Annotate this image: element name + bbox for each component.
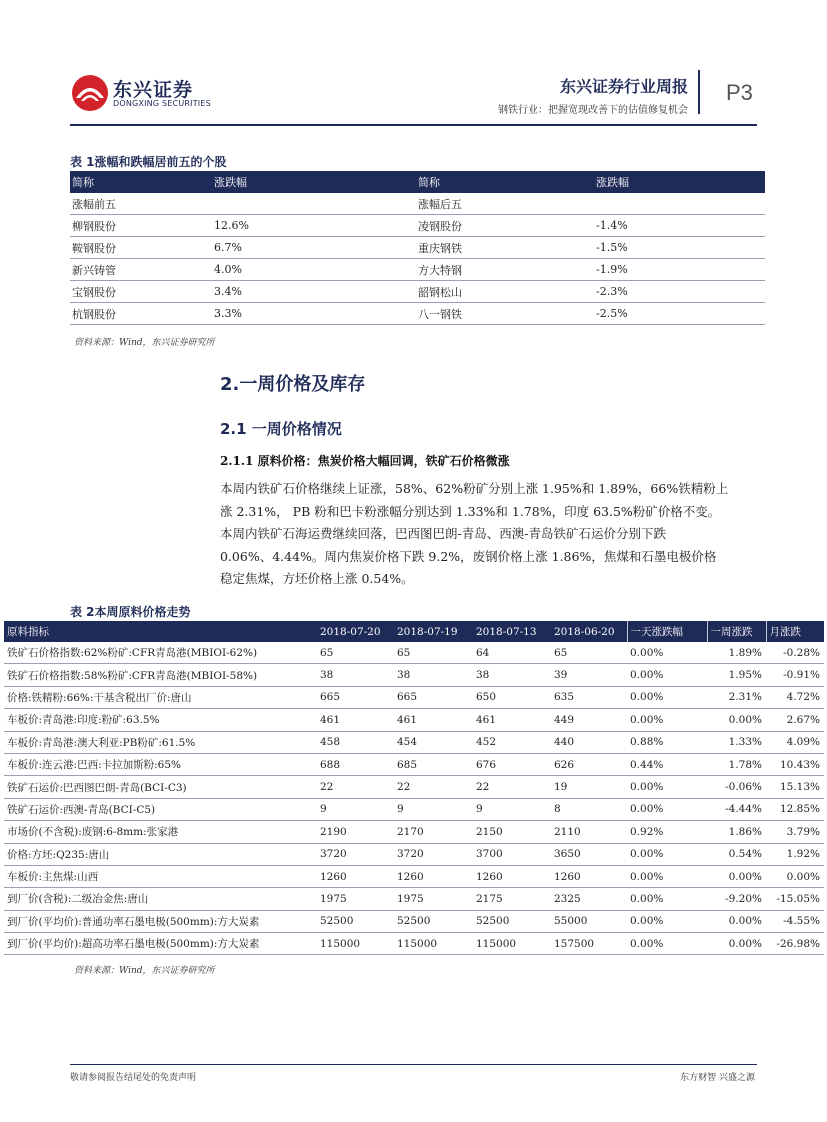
price-cell: 39 — [551, 664, 627, 686]
price-cell: 64 — [473, 642, 551, 664]
indicator-name-cell: 铁矿石运价:西澳-青岛(BCI-C5) — [4, 798, 317, 820]
change-cell: 0.92% — [627, 821, 707, 843]
change-cell: 3.3% — [212, 303, 416, 325]
price-cell: 19 — [551, 776, 627, 798]
price-cell: 676 — [473, 753, 551, 775]
top-movers-table — [70, 171, 765, 325]
change-cell: -1.4% — [594, 215, 765, 237]
stock-name-cell: 鞍钢股份 — [70, 237, 212, 259]
indicator-name-cell: 车板价:连云港:巴西:卡拉加斯粉:65% — [4, 753, 317, 775]
change-cell: -2.5% — [594, 303, 765, 325]
change-cell: 3.79% — [766, 821, 824, 843]
footer-rule — [70, 1064, 757, 1065]
table1-header-row — [70, 171, 765, 193]
change-cell: 4.0% — [212, 259, 416, 281]
table2-row — [4, 798, 824, 820]
price-cell: 38 — [394, 664, 473, 686]
price-cell: 115000 — [394, 933, 473, 955]
table2-row — [4, 664, 824, 686]
change-cell: 4.09% — [766, 731, 824, 753]
logo-chinese-name: 东兴证券 — [113, 79, 194, 101]
price-cell: 52500 — [394, 910, 473, 932]
change-cell: -1.5% — [594, 237, 765, 259]
price-cell: 55000 — [551, 910, 627, 932]
table1-row — [70, 303, 765, 325]
table2-row — [4, 910, 824, 932]
change-cell: -9.20% — [707, 888, 766, 910]
price-cell: 1975 — [394, 888, 473, 910]
table1-header-cell: 涨跌幅 — [594, 171, 765, 193]
change-cell: 3.4% — [212, 281, 416, 303]
dongxing-logo-icon — [70, 74, 110, 112]
price-cell: 2325 — [551, 888, 627, 910]
change-cell: -0.91% — [766, 664, 824, 686]
change-cell: -1.9% — [594, 259, 765, 281]
price-cell: 665 — [317, 686, 394, 708]
change-cell: -4.55% — [766, 910, 824, 932]
change-cell: 0.00% — [627, 709, 707, 731]
change-cell: -15.05% — [766, 888, 824, 910]
price-cell: 452 — [473, 731, 551, 753]
change-cell: 0.00% — [627, 843, 707, 865]
change-cell: 0.00% — [627, 664, 707, 686]
price-cell: 65 — [394, 642, 473, 664]
change-cell: 15.13% — [766, 776, 824, 798]
indicator-name-cell: 铁矿石价格指数:58%粉矿:CFR青岛港(MBIOI-58%) — [4, 664, 317, 686]
price-cell: 38 — [473, 664, 551, 686]
price-cell: 1260 — [394, 865, 473, 887]
change-cell: -0.06% — [707, 776, 766, 798]
price-cell: 650 — [473, 686, 551, 708]
price-cell: 665 — [394, 686, 473, 708]
stock-name-cell: 方大特钢 — [416, 259, 594, 281]
price-cell: 3720 — [317, 843, 394, 865]
table1-group-right: 涨幅后五 — [416, 193, 594, 215]
price-cell: 157500 — [551, 933, 627, 955]
change-cell: -2.3% — [594, 281, 765, 303]
change-cell: -4.44% — [707, 798, 766, 820]
stock-name-cell: 韶钢松山 — [416, 281, 594, 303]
price-cell: 115000 — [473, 933, 551, 955]
price-cell: 65 — [317, 642, 394, 664]
table2-header-cell: 一周涨跌 — [707, 621, 766, 642]
paragraph-line: 涨 2.31%， PB 粉和巴卡粉涨幅分别达到 1.33%和 1.78%，印度 63.5%粉矿价格不变。 — [220, 503, 721, 519]
table2-source: 资料来源：Wind，东兴证券研究所 — [74, 966, 215, 976]
price-cell: 3720 — [394, 843, 473, 865]
change-cell: 1.92% — [766, 843, 824, 865]
indicator-name-cell: 车板价:青岛港:印度:粉矿:63.5% — [4, 709, 317, 731]
table1-source: 资料来源：Wind，东兴证券研究所 — [74, 338, 215, 348]
table2-row — [4, 686, 824, 708]
price-cell: 65 — [551, 642, 627, 664]
change-cell: 0.00% — [627, 686, 707, 708]
price-cell: 449 — [551, 709, 627, 731]
table2-row — [4, 731, 824, 753]
change-cell: 0.00% — [627, 776, 707, 798]
change-cell: 0.54% — [707, 843, 766, 865]
price-cell: 9 — [394, 798, 473, 820]
table2-row — [4, 709, 824, 731]
subsection-heading: 2.1 一周价格情况 — [220, 420, 342, 438]
stock-name-cell: 柳钢股份 — [70, 215, 212, 237]
stock-name-cell: 宝钢股份 — [70, 281, 212, 303]
price-cell: 461 — [473, 709, 551, 731]
indicator-name-cell: 到厂价(平均价):普通功率石墨电极(500mm):方大炭素 — [4, 910, 317, 932]
table1-row — [70, 259, 765, 281]
paragraph-line: 0.06%、4.44%。周内焦炭价格下跌 9.2%，废钢价格上涨 1.86%，焦煤和石墨电极价格 — [220, 548, 717, 564]
table1-header-cell: 简称 — [416, 171, 594, 193]
stock-name-cell: 重庆钢铁 — [416, 237, 594, 259]
table1-caption: 表 1涨幅和跌幅居前五的个股 — [70, 155, 227, 169]
table2-header-cell: 2018-07-20 — [317, 621, 394, 642]
price-cell: 2170 — [394, 821, 473, 843]
logo-english-name: DONGXING SECURITIES — [113, 99, 211, 108]
change-cell: 10.43% — [766, 753, 824, 775]
change-cell: 2.31% — [707, 686, 766, 708]
change-cell: 12.6% — [212, 215, 416, 237]
table2-header-cell: 2018-07-19 — [394, 621, 473, 642]
change-cell: 0.44% — [627, 753, 707, 775]
section-heading: 2.一周价格及库存 — [220, 374, 366, 395]
price-cell: 1260 — [473, 865, 551, 887]
change-cell: 0.00% — [766, 865, 824, 887]
paragraph-line: 稳定焦煤，方坯价格上涨 0.54%。 — [220, 571, 414, 586]
table2-header-cell: 月涨跌 — [766, 621, 824, 642]
table1-header-cell: 涨跌幅 — [212, 171, 416, 193]
price-cell: 461 — [317, 709, 394, 731]
price-cell: 1260 — [551, 865, 627, 887]
price-cell: 454 — [394, 731, 473, 753]
price-cell: 2110 — [551, 821, 627, 843]
table2-header-cell: 2018-06-20 — [551, 621, 627, 642]
change-cell: -0.28% — [766, 642, 824, 664]
price-cell: 9 — [473, 798, 551, 820]
table1-group-left: 涨幅前五 — [70, 193, 212, 215]
table2-header-cell: 一天涨跌幅 — [627, 621, 707, 642]
table2-row — [4, 933, 824, 955]
price-cell: 2150 — [473, 821, 551, 843]
change-cell: 0.88% — [627, 731, 707, 753]
price-cell: 2175 — [473, 888, 551, 910]
change-cell: 0.00% — [707, 910, 766, 932]
indicator-name-cell: 铁矿石价格指数:62%粉矿:CFR青岛港(MBIOI-62%) — [4, 642, 317, 664]
price-cell: 3700 — [473, 843, 551, 865]
footer-disclaimer: 敬请参阅报告结尾处的免责声明 — [70, 1073, 197, 1083]
paragraph-line: 本周内铁矿石价格继续上证涨，58%、62%粉矿分别上涨 1.95%和 1.89%，66%铁精粉上 — [220, 481, 729, 496]
indicator-name-cell: 车板价:青岛港:澳大利亚:PB粉矿:61.5% — [4, 731, 317, 753]
price-cell: 22 — [317, 776, 394, 798]
table1-row — [70, 215, 765, 237]
price-cell: 115000 — [317, 933, 394, 955]
indicator-name-cell: 到厂价(平均价):超高功率石墨电极(500mm):方大炭素 — [4, 933, 317, 955]
price-cell: 635 — [551, 686, 627, 708]
header-divider — [698, 70, 700, 114]
change-cell: 4.72% — [766, 686, 824, 708]
table2-caption: 表 2本周原料价格走势 — [70, 605, 191, 619]
price-cell: 22 — [394, 776, 473, 798]
table2-row — [4, 888, 824, 910]
change-cell: 1.33% — [707, 731, 766, 753]
price-cell: 22 — [473, 776, 551, 798]
change-cell: 0.00% — [707, 865, 766, 887]
price-cell: 688 — [317, 753, 394, 775]
indicator-name-cell: 市场价(不含税):废钢:6-8mm:张家港 — [4, 821, 317, 843]
price-cell: 38 — [317, 664, 394, 686]
indicator-name-cell: 价格:铁精粉:66%:干基含税出厂价:唐山 — [4, 686, 317, 708]
indicator-name-cell: 到厂价(含税):二级冶金焦:唐山 — [4, 888, 317, 910]
indicator-name-cell: 车板价:主焦煤:山西 — [4, 865, 317, 887]
change-cell: 0.00% — [627, 798, 707, 820]
table1-row — [70, 281, 765, 303]
table2-header-cell: 原料指标 — [4, 621, 317, 642]
change-cell: 0.00% — [627, 642, 707, 664]
table2-row — [4, 821, 824, 843]
table2-header-row — [4, 621, 824, 642]
page-number: P3 — [726, 80, 753, 105]
price-cell: 1975 — [317, 888, 394, 910]
stock-name-cell: 杭钢股份 — [70, 303, 212, 325]
report-subtitle: 钢铁行业：把握宽现改善下的估值修复机会 — [498, 105, 688, 116]
change-cell: 12.85% — [766, 798, 824, 820]
price-cell: 626 — [551, 753, 627, 775]
change-cell: 0.00% — [627, 933, 707, 955]
price-cell: 9 — [317, 798, 394, 820]
price-cell: 458 — [317, 731, 394, 753]
table1-header-cell: 简称 — [70, 171, 212, 193]
change-cell: 1.89% — [707, 642, 766, 664]
header-rule — [70, 124, 757, 126]
report-title: 东兴证券行业周报 — [559, 77, 688, 96]
indicator-name-cell: 铁矿石运价:巴西图巴朗-青岛(BCI-C3) — [4, 776, 317, 798]
change-cell: 0.00% — [627, 910, 707, 932]
change-cell: 0.00% — [707, 933, 766, 955]
raw-material-price-table — [4, 621, 824, 955]
stock-name-cell: 新兴铸管 — [70, 259, 212, 281]
change-cell: 0.00% — [627, 865, 707, 887]
table2-row — [4, 753, 824, 775]
body-paragraph — [220, 478, 760, 591]
change-cell: 1.86% — [707, 821, 766, 843]
price-cell: 8 — [551, 798, 627, 820]
table2-row — [4, 865, 824, 887]
change-cell: 0.00% — [707, 709, 766, 731]
change-cell: 2.67% — [766, 709, 824, 731]
change-cell: 0.00% — [627, 888, 707, 910]
change-cell: 1.78% — [707, 753, 766, 775]
price-cell: 1260 — [317, 865, 394, 887]
stock-name-cell: 八一钢铁 — [416, 303, 594, 325]
table2-row — [4, 776, 824, 798]
price-cell: 2190 — [317, 821, 394, 843]
footer-slogan: 东方财智 兴盛之源 — [680, 1073, 755, 1083]
price-cell: 52500 — [473, 910, 551, 932]
table1-row — [70, 237, 765, 259]
stock-name-cell: 凌钢股份 — [416, 215, 594, 237]
change-cell: -26.98% — [766, 933, 824, 955]
indicator-name-cell: 价格:方坯:Q235:唐山 — [4, 843, 317, 865]
price-cell: 3650 — [551, 843, 627, 865]
paragraph-line: 本周内铁矿石海运费继续回落，巴西图巴朗-青岛、西澳-青岛铁矿石运价分别下跌 — [220, 526, 666, 541]
price-cell: 461 — [394, 709, 473, 731]
price-cell: 52500 — [317, 910, 394, 932]
subsubsection-heading: 2.1.1 原料价格：焦炭价格大幅回调，铁矿石价格微涨 — [220, 454, 510, 468]
table2-header-cell: 2018-07-13 — [473, 621, 551, 642]
price-cell: 685 — [394, 753, 473, 775]
table2-row — [4, 642, 824, 664]
table2-row — [4, 843, 824, 865]
price-cell: 440 — [551, 731, 627, 753]
change-cell: 1.95% — [707, 664, 766, 686]
change-cell: 6.7% — [212, 237, 416, 259]
table1-group-row — [70, 193, 765, 215]
